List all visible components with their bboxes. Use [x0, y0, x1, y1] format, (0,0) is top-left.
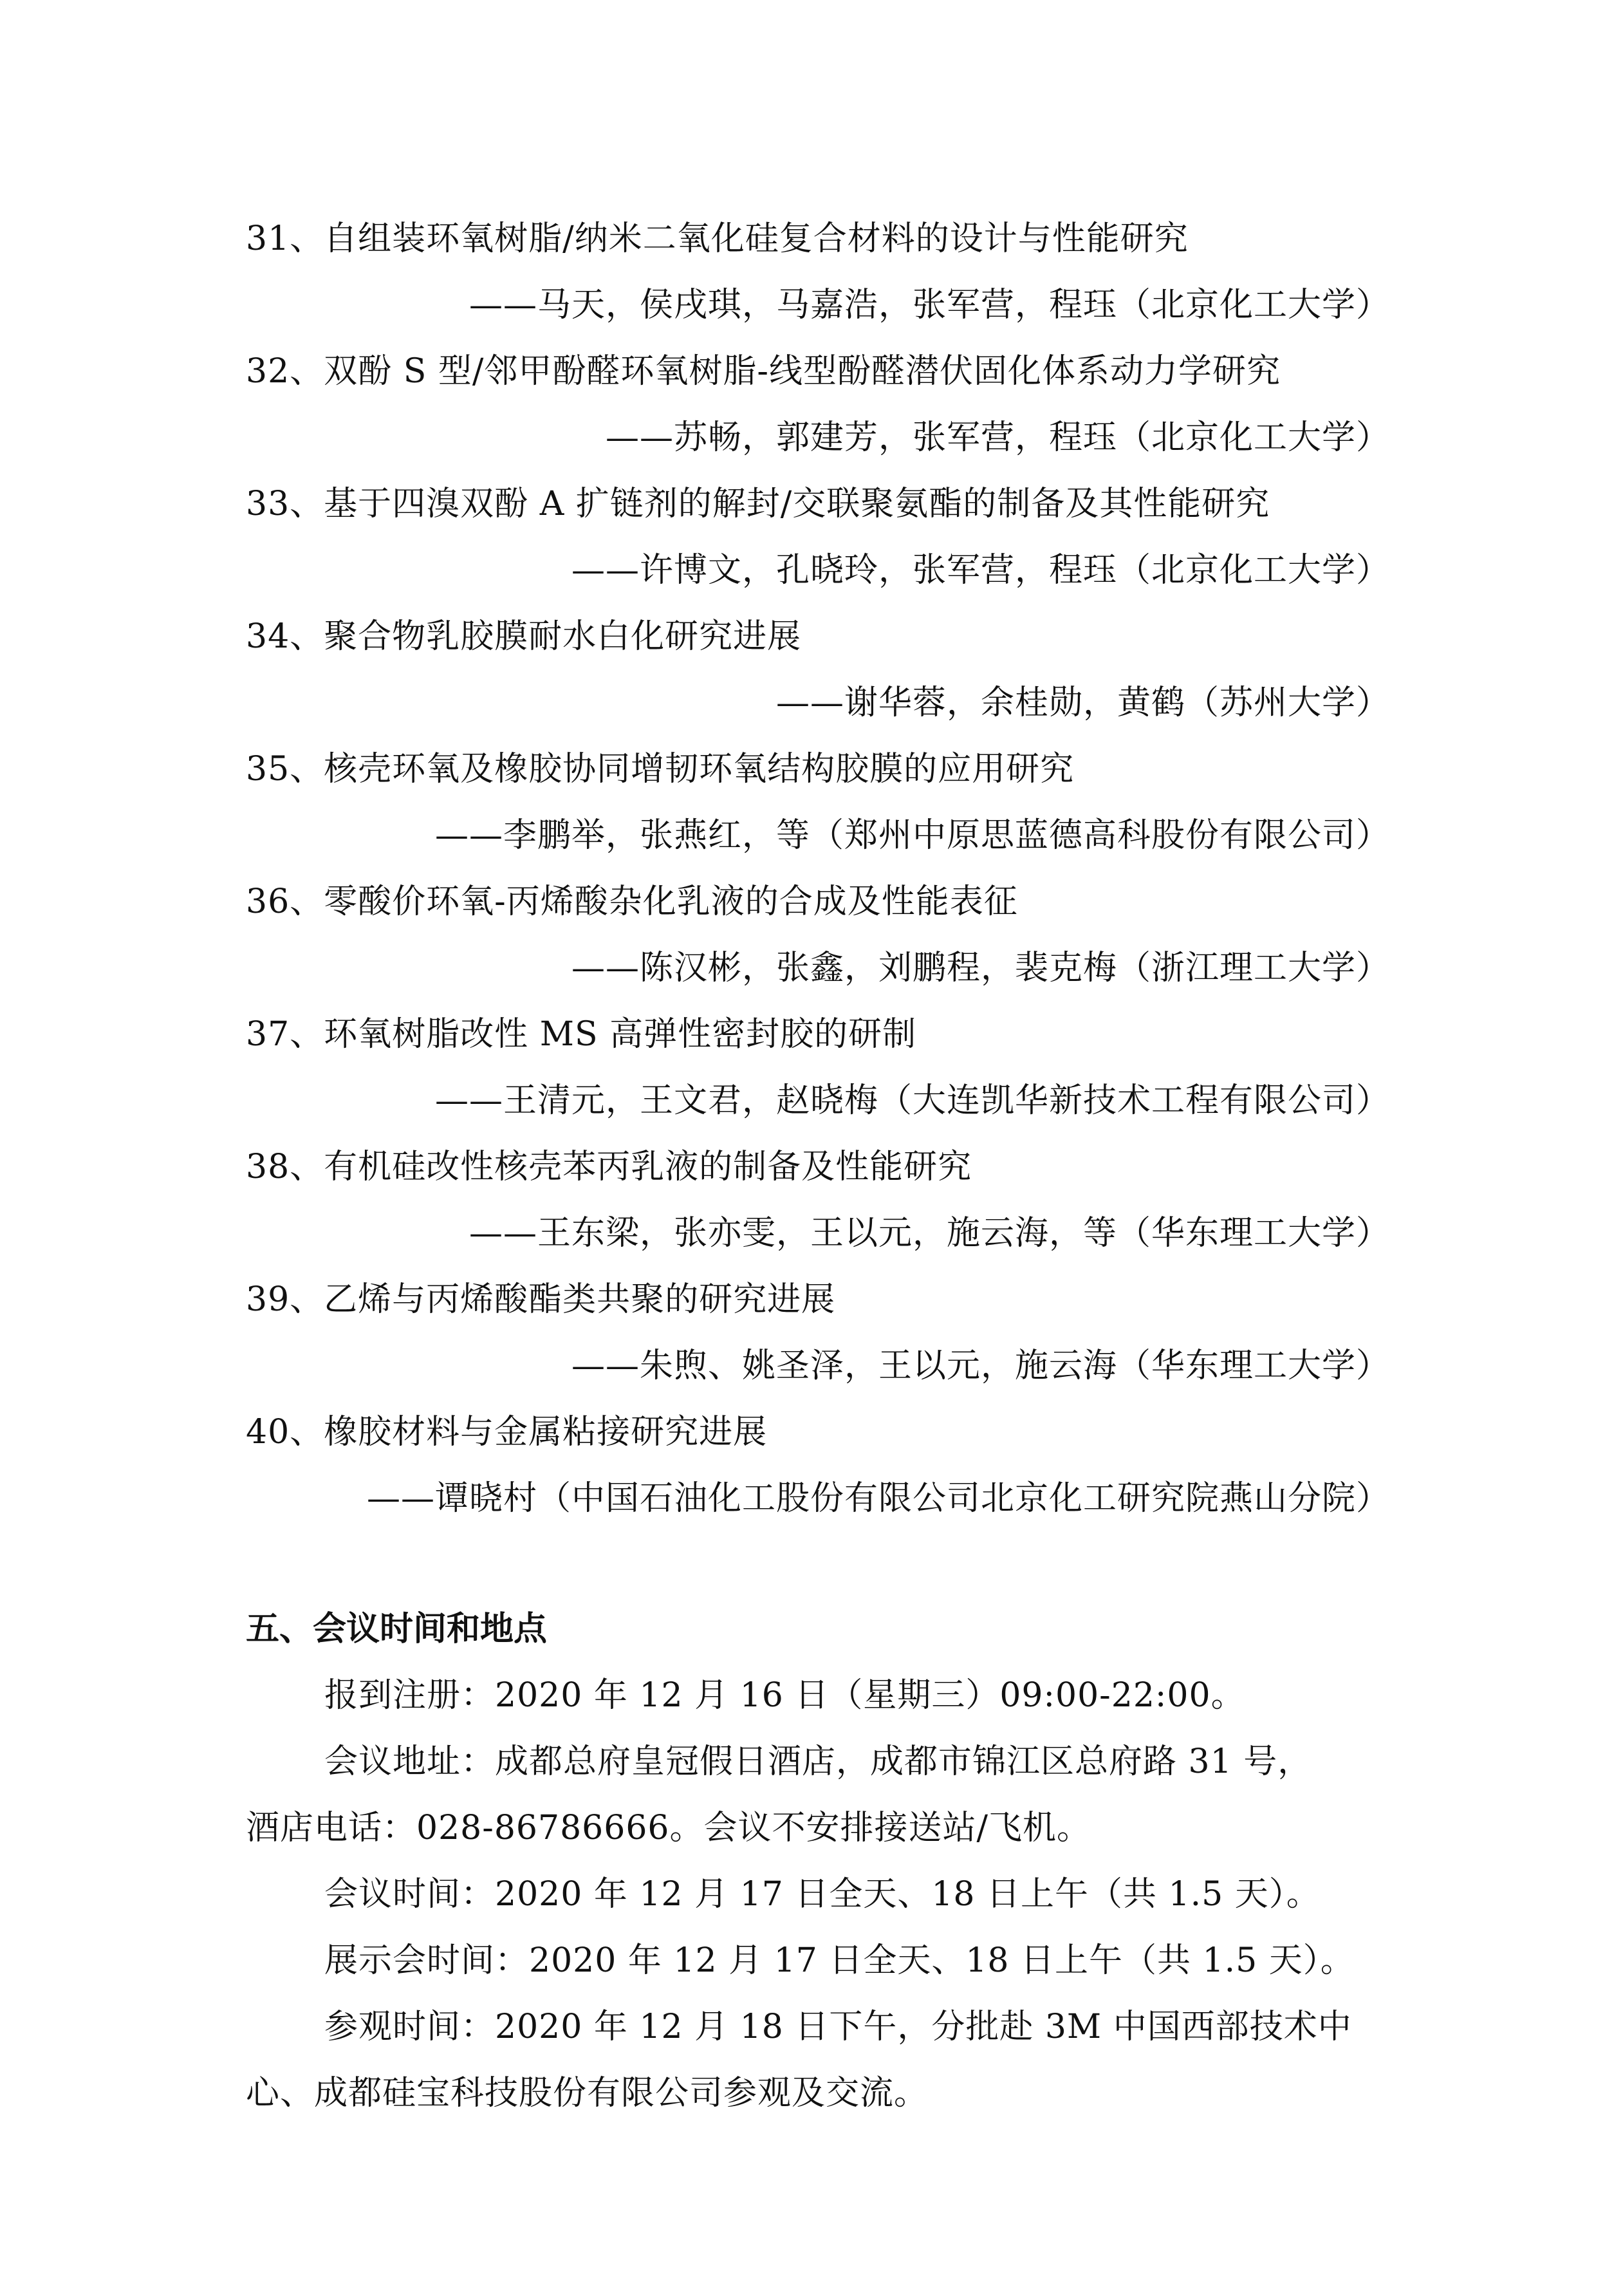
- visit-text-line-1: 参观时间：2020 年 12 月 18 日下午，分批赴 3M 中国西部技术中: [324, 2008, 1352, 2046]
- venue-text-line-1: 会议地址：成都总府皇冠假日酒店，成都市锦江区总府路 31 号，: [324, 1742, 1312, 1781]
- visit-text-line-2: 心、成都硅宝科技股份有限公司参观及交流。: [246, 2074, 929, 2113]
- paper-authors-32: ——苏畅，郭建芳，张军营，程珏（北京化工大学）: [605, 418, 1390, 457]
- paper-authors-40: ——谭晓村（中国石油化工股份有限公司北京化工研究院燕山分院）: [366, 1479, 1390, 1518]
- paper-title-36: 36、零酸价环氧-丙烯酸杂化乳液的合成及性能表征: [246, 882, 1018, 921]
- registration-text: 报到注册：2020 年 12 月 16 日（星期三）09:00-22:00。: [324, 1676, 1245, 1715]
- paper-authors-38: ——王东梁，张亦雯，王以元，施云海，等（华东理工大学）: [468, 1214, 1390, 1253]
- paper-authors-37: ——王清元，王文君，赵晓梅（大连凯华新技术工程有限公司）: [434, 1081, 1390, 1120]
- paper-authors-35: ——李鹏举，张燕红，等（郑州中原思蓝德高科股份有限公司）: [434, 816, 1390, 855]
- venue-text-line-2: 酒店电话：028-86786666。会议不安排接送站/飞机。: [246, 1809, 1091, 1847]
- paper-title-34: 34、聚合物乳胶膜耐水白化研究进展: [246, 617, 802, 656]
- exhibition-time-text: 展示会时间：2020 年 12 月 17 日全天、18 日上午（共 1.5 天）。: [324, 1941, 1355, 1980]
- meeting-info: [246, 1663, 1390, 2127]
- paper-authors-34: ——谢华蓉，余桂勋，黄鹤（苏州大学）: [775, 684, 1390, 722]
- paper-title-32: 32、双酚 S 型/邻甲酚醛环氧树脂-线型酚醛潜伏固化体系动力学研究: [246, 352, 1281, 391]
- paper-title-35: 35、核壳环氧及橡胶协同增韧环氧结构胶膜的应用研究: [246, 750, 1075, 789]
- meeting-time-text: 会议时间：2020 年 12 月 17 日全天、18 日上午（共 1.5 天）。: [324, 1875, 1321, 1914]
- page-content: [246, 206, 1390, 2127]
- paper-title-40: 40、橡胶材料与金属粘接研究进展: [246, 1413, 768, 1451]
- paper-title-39: 39、乙烯与丙烯酸酯类共聚的研究进展: [246, 1280, 836, 1319]
- paper-list: [246, 206, 1390, 1532]
- paper-authors-31: ——马天，侯戌琪，马嘉浩，张军营，程珏（北京化工大学）: [468, 286, 1390, 324]
- paper-authors-36: ——陈汉彬，张鑫，刘鹏程，裴克梅（浙江理工大学）: [571, 949, 1390, 987]
- paper-title-31: 31、自组装环氧树脂/纳米二氧化硅复合材料的设计与性能研究: [246, 219, 1189, 258]
- section-heading: 五、会议时间和地点: [246, 1610, 548, 1648]
- paper-title-38: 38、有机硅改性核壳苯丙乳液的制备及性能研究: [246, 1148, 972, 1186]
- paper-title-33: 33、基于四溴双酚 A 扩链剂的解封/交联聚氨酯的制备及其性能研究: [246, 485, 1270, 523]
- paper-title-37: 37、环氧树脂改性 MS 高弹性密封胶的研制: [246, 1015, 917, 1054]
- paper-authors-39: ——朱煦、姚圣泽，王以元，施云海（华东理工大学）: [571, 1347, 1390, 1385]
- paper-authors-33: ——许博文，孔晓玲，张军营，程珏（北京化工大学）: [571, 551, 1390, 590]
